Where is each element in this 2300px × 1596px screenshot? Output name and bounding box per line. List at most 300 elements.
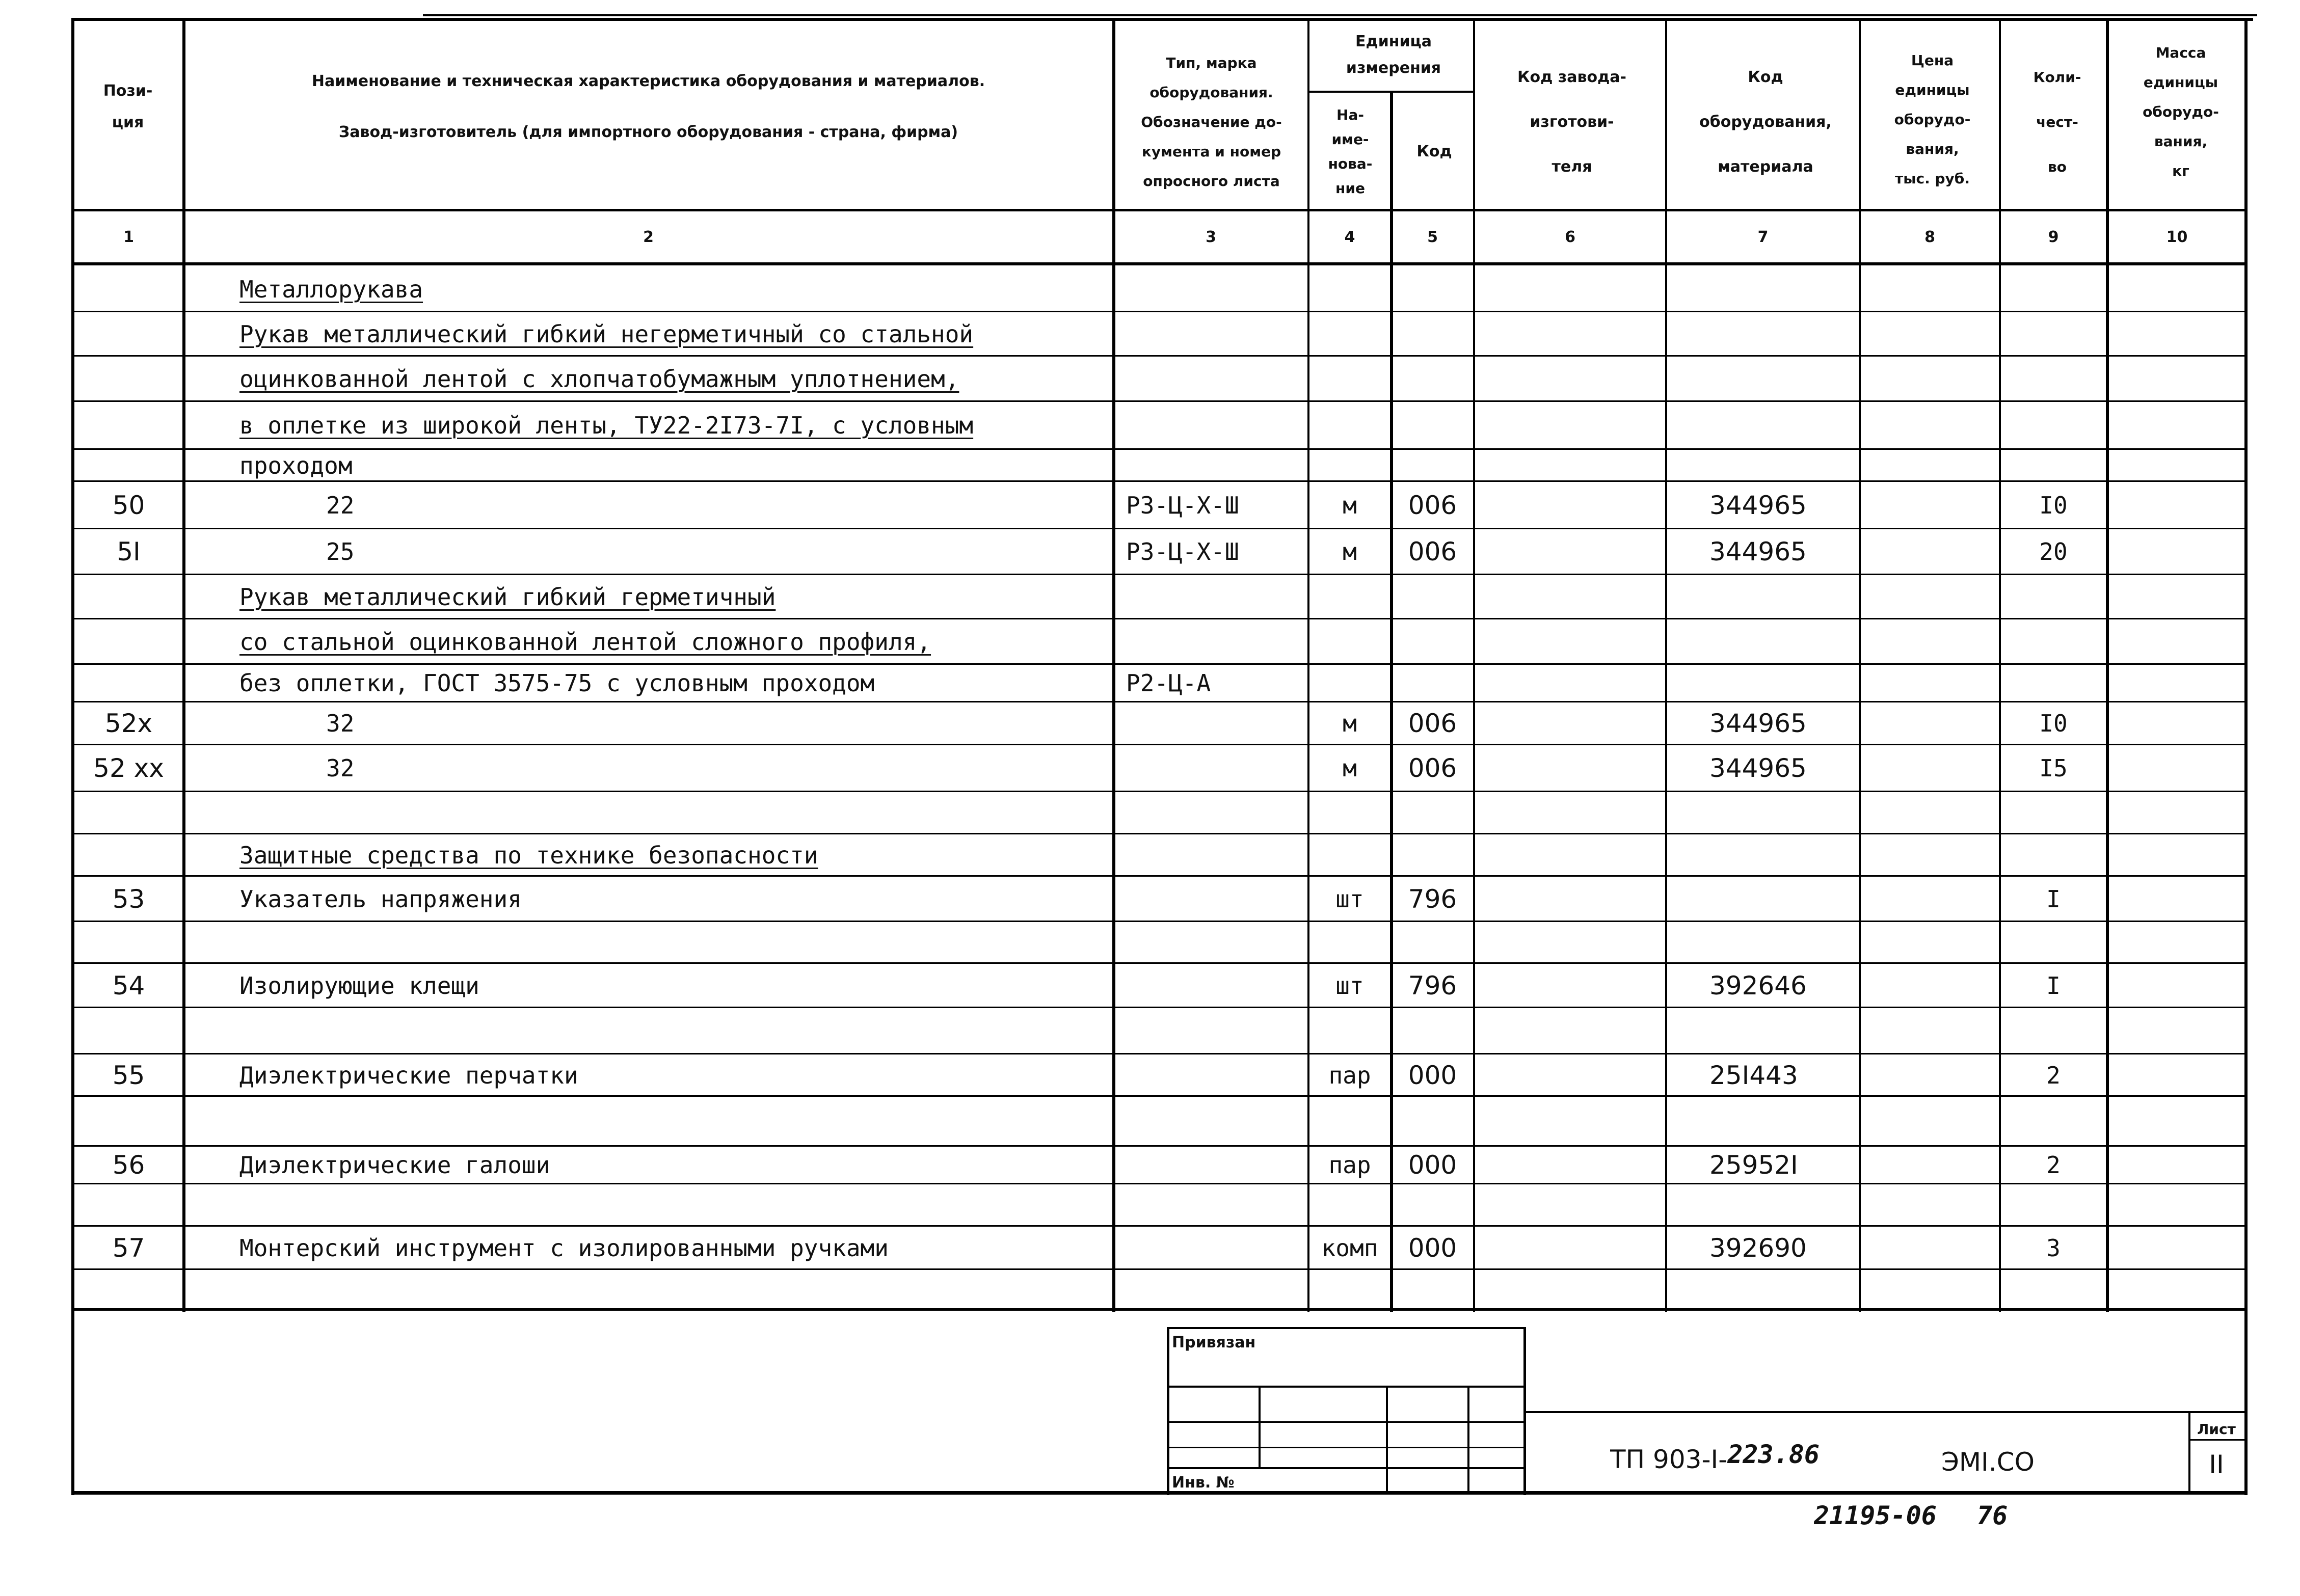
row-position	[74, 665, 183, 701]
row-factory-code	[1474, 1009, 1666, 1053]
row-factory-code	[1474, 620, 1666, 663]
frame-left-line	[71, 18, 74, 1495]
header-mass-line: вания,	[2154, 133, 2208, 150]
row-factory-code	[1474, 665, 1666, 701]
row-position: 56	[112, 1150, 145, 1180]
row-unit: шт	[1335, 885, 1364, 913]
header-equipment-code	[1671, 41, 1860, 204]
row-equipment-code	[1709, 923, 1860, 962]
row-unit-code: 006	[1408, 709, 1457, 738]
row-price	[1860, 313, 2000, 355]
row-quantity	[2000, 923, 2107, 962]
stamp-inv-no-label: Инв. №	[1172, 1473, 1235, 1492]
header-type-line: опросного листа	[1143, 173, 1280, 190]
stamp-left-line	[1167, 1327, 1169, 1495]
row-factory-code	[1474, 482, 1666, 528]
row-mass	[2107, 576, 2247, 618]
row-name: в оплетке из широкой ленты, ТУ22-2I73-7I, с условным	[239, 412, 974, 439]
row-mass	[2107, 964, 2247, 1007]
row-unit-code	[1391, 835, 1474, 875]
row-type	[1126, 620, 1308, 663]
frame-top-overline	[423, 14, 2257, 16]
column-divider-line	[2106, 18, 2109, 1312]
row-position	[74, 576, 183, 618]
row-position	[74, 450, 183, 480]
row-price	[1860, 877, 2000, 921]
row-name: Рукав металлический гибкий негерметичный со стальной	[239, 320, 974, 348]
row-quantity	[2000, 620, 2107, 663]
row-unit-code: 006	[1408, 490, 1457, 520]
row-mass	[2107, 1097, 2247, 1145]
row-unit	[1308, 923, 1391, 962]
row-quantity	[2000, 665, 2107, 701]
column-number: 1	[123, 228, 134, 246]
header-price-line: тыс. руб.	[1894, 170, 1970, 187]
row-unit-code: 796	[1408, 884, 1457, 914]
row-position	[74, 313, 183, 355]
column-divider-line	[1999, 18, 2001, 1312]
row-quantity: I0	[2039, 710, 2068, 737]
row-name: Рукав металлический гибкий герметичный	[239, 583, 776, 611]
row-divider-line	[71, 355, 2248, 357]
row-unit	[1308, 268, 1391, 311]
row-quantity	[2000, 402, 2107, 448]
row-mass	[2107, 313, 2247, 355]
stamp-line	[1167, 1386, 1526, 1388]
row-unit: пар	[1328, 1151, 1371, 1179]
row-quantity: I5	[2039, 754, 2068, 782]
row-position: 52x	[104, 709, 153, 738]
column-number: 4	[1344, 228, 1355, 246]
row-equipment-code: 344965	[1709, 490, 1807, 520]
column-number: 8	[1924, 228, 1935, 246]
row-unit: м	[1343, 754, 1357, 782]
row-factory-code	[1474, 1270, 1666, 1308]
stamp-line	[1167, 1447, 1526, 1448]
row-divider-line	[71, 701, 2248, 702]
row-price	[1860, 835, 2000, 875]
row-factory-code	[1474, 268, 1666, 311]
row-quantity: I	[2046, 971, 2061, 999]
header-unit-name-line: На-	[1336, 106, 1364, 123]
row-price	[1860, 1009, 2000, 1053]
row-quantity	[2000, 1270, 2107, 1308]
header-price	[1865, 36, 2000, 204]
header-equipment-code-line: материала	[1718, 158, 1813, 176]
row-equipment-code	[1709, 835, 1860, 875]
row-price	[1860, 357, 2000, 400]
row-name: Монтерский инструмент с изолированными ручками	[239, 1234, 889, 1262]
row-factory-code	[1474, 793, 1666, 833]
stamp-inner-line	[1467, 1386, 1469, 1493]
row-price	[1860, 923, 2000, 962]
row-name	[239, 1185, 1108, 1225]
stamp-sheet-number: II	[2209, 1450, 2224, 1479]
row-divider-line	[71, 1225, 2248, 1227]
column-number: 6	[1565, 228, 1575, 246]
row-type	[1126, 1147, 1308, 1183]
row-factory-code	[1474, 530, 1666, 574]
row-divider-line	[71, 400, 2248, 402]
header-factory-code-line: изготови-	[1530, 113, 1614, 131]
row-unit	[1308, 402, 1391, 448]
row-quantity	[2000, 450, 2107, 480]
header-mass-line: единицы	[2143, 74, 2218, 91]
column-number-bottom-line	[71, 262, 2248, 265]
row-unit	[1308, 1270, 1391, 1308]
row-type	[1126, 402, 1308, 448]
row-price	[1860, 746, 2000, 791]
stamp-inner-line	[1386, 1386, 1388, 1493]
row-mass	[2107, 1227, 2247, 1268]
header-unit-code-label: Код	[1416, 142, 1452, 160]
row-unit: м	[1343, 491, 1357, 519]
row-position: 52 xx	[93, 753, 164, 783]
row-type	[1126, 1097, 1308, 1145]
row-divider-line	[71, 618, 2248, 619]
column-number: 9	[2048, 228, 2059, 246]
row-equipment-code	[1709, 877, 1860, 921]
row-type	[1126, 793, 1308, 833]
row-unit	[1308, 835, 1391, 875]
row-name: Диэлектрические перчатки	[239, 1061, 578, 1089]
row-type	[1126, 877, 1308, 921]
row-price	[1860, 665, 2000, 701]
row-position	[74, 923, 183, 962]
header-type-line: Обозначение до-	[1141, 114, 1282, 130]
header-equipment-code-line: Код	[1748, 68, 1783, 86]
row-name: проходом	[239, 451, 353, 479]
row-quantity	[2000, 576, 2107, 618]
row-position: 57	[112, 1233, 145, 1263]
row-mass	[2107, 1147, 2247, 1183]
row-divider-line	[71, 1145, 2248, 1147]
stamp-document-mark: ЭМI.СО	[1941, 1447, 2035, 1477]
row-position	[74, 357, 183, 400]
column-divider-line	[1859, 18, 1861, 1312]
row-quantity: I0	[2039, 491, 2068, 519]
header-name-line: Завод-изготовитель (для импортного оборудования - страна, фирма)	[338, 123, 958, 141]
title-block-top-line	[1526, 1411, 2247, 1413]
row-price	[1860, 1055, 2000, 1095]
row-name: Металлорукава	[239, 276, 423, 303]
row-quantity	[2000, 1097, 2107, 1145]
header-factory-code-line: Код завода-	[1517, 68, 1626, 86]
row-name: Диэлектрические галоши	[239, 1151, 550, 1179]
row-equipment-code: 25952I	[1709, 1150, 1798, 1180]
row-unit	[1308, 1185, 1391, 1225]
row-mass	[2107, 482, 2247, 528]
header-quantity-line: чест-	[2036, 114, 2078, 130]
row-name	[239, 1009, 1108, 1053]
row-divider-line	[71, 1053, 2248, 1054]
row-type	[1126, 1009, 1308, 1053]
row-position: 5I	[117, 537, 141, 566]
row-divider-line	[71, 448, 2248, 450]
row-position	[74, 268, 183, 311]
row-unit-code: 796	[1408, 970, 1457, 1000]
header-type-line: кумента и номер	[1141, 143, 1281, 160]
row-equipment-code: 344965	[1709, 709, 1807, 738]
header-position	[74, 66, 182, 148]
row-mass	[2107, 793, 2247, 833]
frame-right-line	[2244, 18, 2248, 1495]
row-type	[1126, 450, 1308, 480]
row-type	[1126, 313, 1308, 355]
stamp-line	[1167, 1421, 1526, 1423]
header-quantity	[2005, 41, 2109, 204]
row-price	[1860, 450, 2000, 480]
row-unit-code	[1391, 576, 1474, 618]
row-quantity	[2000, 313, 2107, 355]
row-price	[1860, 1097, 2000, 1145]
row-equipment-code: 344965	[1709, 537, 1807, 566]
row-factory-code	[1474, 923, 1666, 962]
row-equipment-code	[1709, 1097, 1860, 1145]
row-unit-code: 000	[1408, 1060, 1457, 1090]
row-unit-code	[1391, 402, 1474, 448]
row-quantity	[2000, 793, 2107, 833]
row-unit-code: 006	[1408, 753, 1457, 783]
row-factory-code	[1474, 313, 1666, 355]
row-factory-code	[1474, 835, 1666, 875]
row-position: 54	[112, 970, 145, 1000]
row-name: 25	[326, 538, 355, 565]
row-type	[1126, 268, 1308, 311]
row-unit	[1308, 576, 1391, 618]
row-factory-code	[1474, 1055, 1666, 1095]
stamp-sheet-label: Лист	[2197, 1420, 2236, 1438]
row-unit-code	[1391, 1097, 1474, 1145]
row-position	[74, 620, 183, 663]
column-number: 3	[1206, 228, 1216, 246]
row-divider-line	[71, 744, 2248, 745]
row-divider-line	[71, 962, 2248, 964]
row-unit-code: 000	[1408, 1233, 1457, 1263]
row-factory-code	[1474, 877, 1666, 921]
row-unit-code	[1391, 268, 1474, 311]
frame-bottom-line	[71, 1491, 2248, 1495]
footer-handwritten-number: 21195-06	[1814, 1501, 1937, 1530]
row-equipment-code	[1709, 1009, 1860, 1053]
row-equipment-code: 392646	[1709, 970, 1807, 1000]
header-price-line: оборудо-	[1894, 111, 1971, 128]
row-type	[1126, 746, 1308, 791]
row-mass	[2107, 530, 2247, 574]
row-type	[1126, 357, 1308, 400]
stamp-document-code	[1610, 1437, 1967, 1482]
row-mass	[2107, 1009, 2247, 1053]
row-unit	[1308, 620, 1391, 663]
row-position: 50	[112, 490, 145, 520]
row-unit	[1308, 450, 1391, 480]
row-position	[74, 1185, 183, 1225]
header-mass-line: кг	[2172, 163, 2189, 179]
header-name-line: Наименование и техническая характеристика оборудования и материалов.	[311, 72, 985, 90]
row-price	[1860, 1227, 2000, 1268]
column-number: 5	[1427, 228, 1438, 246]
row-equipment-code	[1709, 793, 1860, 833]
row-unit: шт	[1335, 971, 1364, 999]
row-unit-code	[1391, 313, 1474, 355]
column-divider-line	[1307, 18, 1309, 1312]
row-type	[1126, 1270, 1308, 1308]
row-type: Р3-Ц-Х-Ш	[1126, 538, 1239, 565]
header-bottom-line	[71, 209, 2248, 211]
row-unit-code	[1391, 1270, 1474, 1308]
row-unit-code: 006	[1408, 537, 1457, 566]
row-position: 53	[112, 884, 145, 914]
row-price	[1860, 1185, 2000, 1225]
row-mass	[2107, 268, 2247, 311]
row-equipment-code	[1709, 450, 1860, 480]
header-type	[1116, 36, 1307, 209]
row-factory-code	[1474, 703, 1666, 744]
row-divider-line	[71, 1095, 2248, 1097]
row-type	[1126, 1227, 1308, 1268]
row-mass	[2107, 665, 2247, 701]
row-position	[74, 1270, 183, 1308]
row-type: Р3-Ц-Х-Ш	[1126, 491, 1239, 519]
header-position-line: Пози-	[103, 82, 153, 100]
header-name	[186, 56, 1111, 158]
stamp-privyazan-label: Привязан	[1172, 1333, 1256, 1351]
row-unit-code	[1391, 923, 1474, 962]
row-quantity: I	[2046, 885, 2061, 913]
header-unit-group-line: измерения	[1346, 59, 1441, 77]
row-unit-code	[1391, 1009, 1474, 1053]
header-unit-name-line: нова-	[1328, 155, 1373, 172]
row-price	[1860, 620, 2000, 663]
row-divider-line	[71, 480, 2248, 482]
column-number: 10	[2166, 228, 2188, 246]
row-unit	[1308, 1009, 1391, 1053]
row-equipment-code: 392690	[1709, 1233, 1807, 1263]
row-divider-line	[71, 1183, 2248, 1184]
row-price	[1860, 402, 2000, 448]
row-unit	[1308, 313, 1391, 355]
row-price	[1860, 576, 2000, 618]
row-price	[1860, 964, 2000, 1007]
row-name	[239, 923, 1108, 962]
row-name: со стальной оцинкованной лентой сложного профиля,	[239, 628, 931, 656]
row-equipment-code	[1709, 576, 1860, 618]
row-mass	[2107, 402, 2247, 448]
row-factory-code	[1474, 1185, 1666, 1225]
row-factory-code	[1474, 1227, 1666, 1268]
row-mass	[2107, 877, 2247, 921]
row-quantity: 2	[2046, 1061, 2061, 1089]
table-bottom-line	[71, 1308, 2248, 1311]
row-name: Указатель напряжения	[239, 885, 522, 913]
row-price	[1860, 1147, 2000, 1183]
row-mass	[2107, 923, 2247, 962]
row-name: 22	[326, 491, 355, 519]
header-price-line: единицы	[1895, 82, 1970, 98]
stamp-line	[1167, 1467, 1526, 1469]
row-price	[1860, 482, 2000, 528]
header-unit-group-line: Единица	[1355, 32, 1432, 50]
row-price	[1860, 268, 2000, 311]
header-mass	[2115, 28, 2247, 196]
column-divider-line	[1112, 18, 1115, 1312]
row-factory-code	[1474, 450, 1666, 480]
column-number: 2	[643, 228, 654, 246]
row-unit: комп	[1321, 1234, 1378, 1262]
row-factory-code	[1474, 402, 1666, 448]
row-unit: м	[1343, 710, 1357, 737]
row-divider-line	[71, 528, 2248, 529]
header-unit-name	[1312, 94, 1388, 209]
row-unit	[1308, 1097, 1391, 1145]
row-mass	[2107, 450, 2247, 480]
row-unit: м	[1343, 538, 1357, 565]
row-factory-code	[1474, 1097, 1666, 1145]
header-equipment-code-line: оборудования,	[1699, 113, 1832, 131]
row-position: 55	[112, 1060, 145, 1090]
row-unit-code	[1391, 450, 1474, 480]
row-mass	[2107, 835, 2247, 875]
stamp-top-line	[1167, 1327, 1526, 1329]
row-quantity	[2000, 1009, 2107, 1053]
row-quantity	[2000, 835, 2107, 875]
row-price	[1860, 703, 2000, 744]
column-divider-line	[182, 18, 185, 1312]
row-position	[74, 402, 183, 448]
row-unit-code	[1391, 665, 1474, 701]
row-divider-line	[71, 311, 2248, 312]
stamp-document-code-handwritten: 223.86	[1727, 1440, 1820, 1469]
row-mass	[2107, 357, 2247, 400]
row-name	[239, 1097, 1108, 1145]
column-number: 7	[1757, 228, 1769, 246]
row-equipment-code: 25I443	[1709, 1060, 1798, 1090]
row-divider-line	[71, 921, 2248, 922]
row-factory-code	[1474, 746, 1666, 791]
stamp-document-code-printed: ТП 903-I-	[1610, 1445, 1728, 1474]
row-quantity: 3	[2046, 1234, 2061, 1262]
column-divider-line	[1665, 18, 1667, 1312]
row-type	[1126, 835, 1308, 875]
header-price-line: Цена	[1911, 52, 1954, 69]
row-divider-line	[71, 574, 2248, 575]
row-unit-code	[1391, 357, 1474, 400]
header-type-line: оборудования.	[1149, 84, 1273, 101]
row-equipment-code	[1709, 1270, 1860, 1308]
row-quantity: 20	[2039, 538, 2068, 565]
frame-top-line	[71, 18, 2253, 21]
row-divider-line	[71, 1007, 2248, 1008]
row-divider-line	[71, 791, 2248, 792]
row-divider-line	[71, 833, 2248, 834]
row-name: без оплетки, ГОСТ 3575-75 с условным проходом	[239, 669, 875, 697]
row-type	[1126, 576, 1308, 618]
row-unit-code	[1391, 793, 1474, 833]
row-equipment-code	[1709, 620, 1860, 663]
row-type	[1126, 1055, 1308, 1095]
row-unit	[1308, 357, 1391, 400]
row-name: Защитные средства по технике безопасности	[239, 841, 818, 869]
header-factory-code-line: теля	[1552, 158, 1592, 176]
row-quantity	[2000, 357, 2107, 400]
row-quantity	[2000, 268, 2107, 311]
row-price	[1860, 793, 2000, 833]
row-equipment-code	[1709, 313, 1860, 355]
row-position	[74, 1009, 183, 1053]
row-name: Изолирующие клещи	[239, 971, 479, 999]
row-position	[74, 835, 183, 875]
header-mass-line: Масса	[2155, 44, 2206, 61]
